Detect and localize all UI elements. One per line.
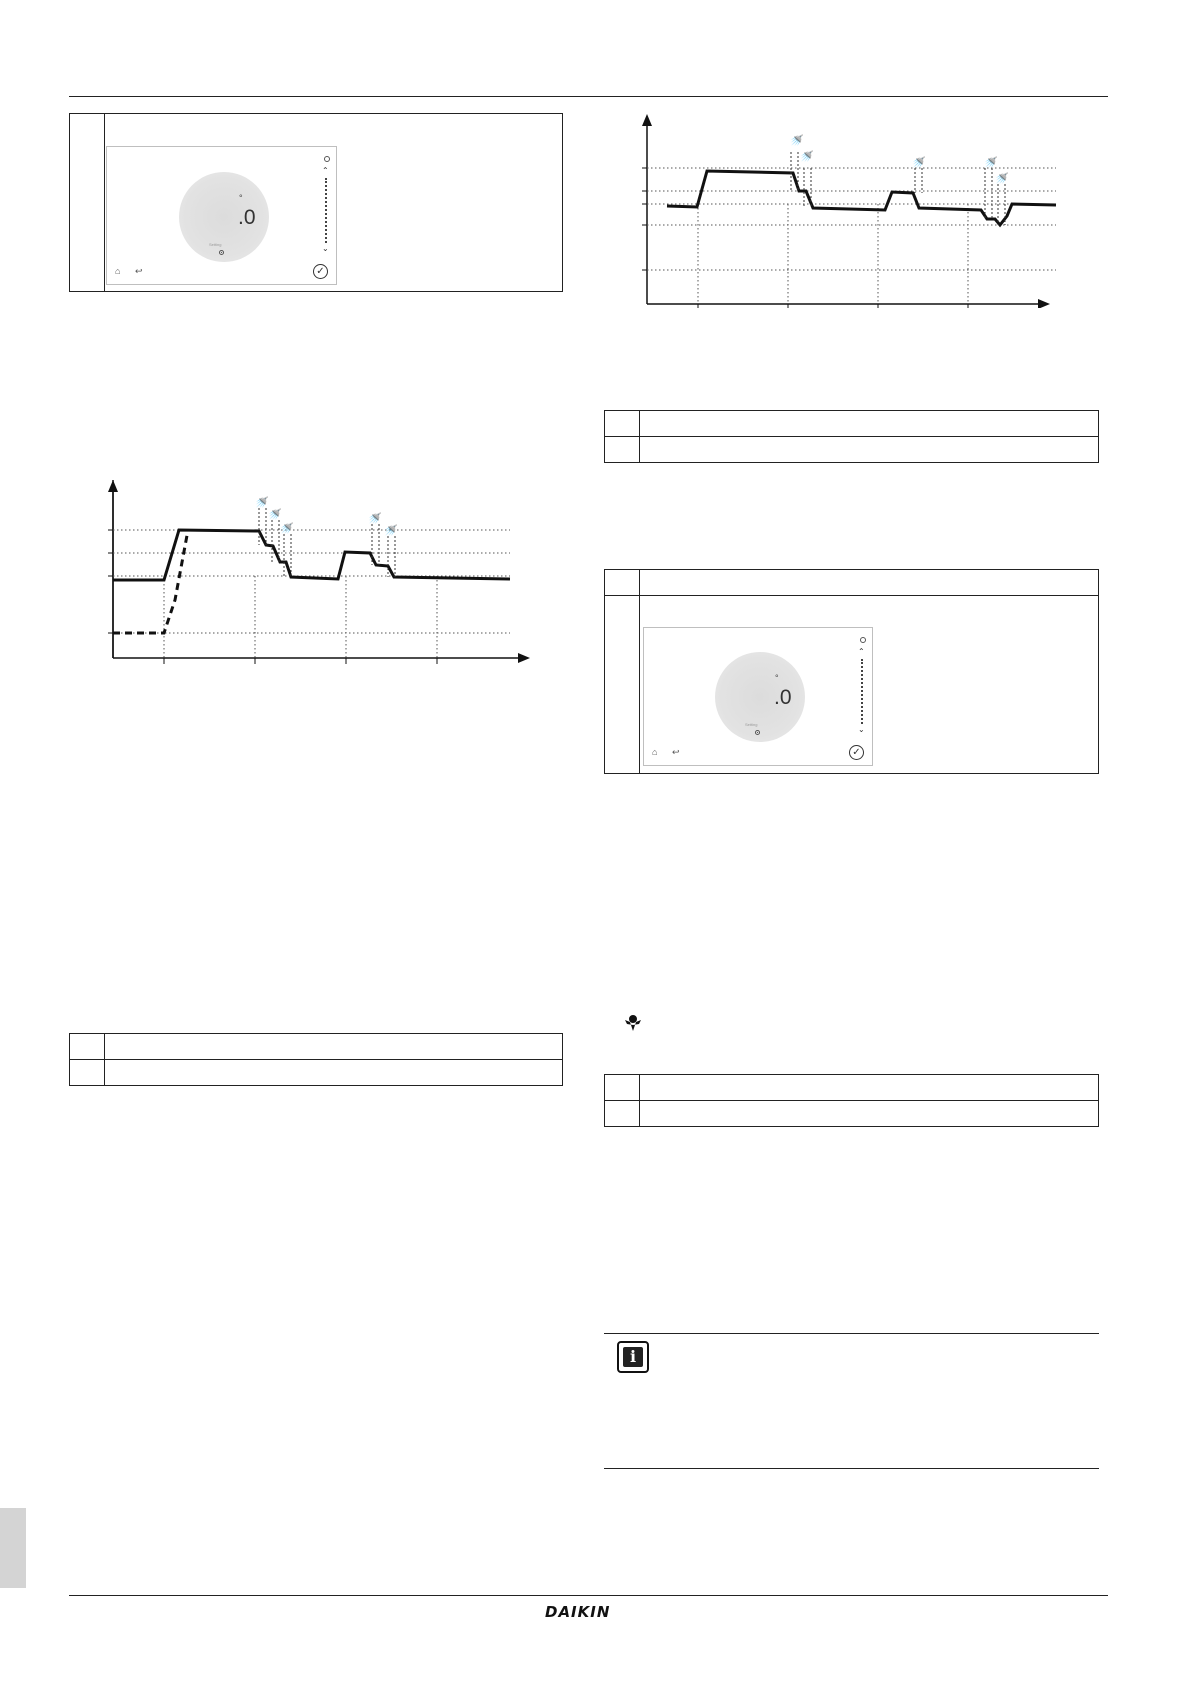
gridlines-v — [164, 576, 437, 658]
x-axis-arrow — [518, 653, 530, 663]
shower-icon: 🚿 — [255, 496, 269, 509]
header-rule — [69, 96, 1108, 97]
information-icon[interactable] — [324, 156, 330, 162]
solid-profile-line — [113, 530, 510, 580]
shower-icon: 🚿 — [995, 172, 1009, 185]
daikin-logo: DAIKIN — [545, 1603, 611, 1621]
legend-table-right-2-col-divider — [639, 1074, 640, 1127]
legend-table-left-col-divider — [104, 1033, 105, 1086]
shower-icon: 🚿 — [912, 156, 926, 169]
back-icon[interactable]: ↩ — [672, 747, 680, 757]
information-icon[interactable] — [860, 637, 866, 643]
controller-screen-2 — [643, 627, 873, 766]
footer-rule — [69, 1595, 1108, 1596]
information-icon: i — [617, 1341, 649, 1373]
degree-symbol: ° — [239, 193, 243, 203]
shower-icon: 🚿 — [790, 134, 804, 147]
note-bottom-rule — [604, 1468, 1099, 1469]
shower-icon: 🚿 — [280, 522, 294, 535]
legend-table-right-2-row-divider — [604, 1100, 1099, 1101]
dial-caption: Setting — [745, 722, 758, 727]
shower-markers — [791, 152, 1005, 225]
legend-table-right-1-col-divider — [639, 410, 640, 463]
x-axis-arrow — [1038, 299, 1050, 308]
chevron-up-icon[interactable]: ⌃ — [858, 647, 865, 656]
home-icon[interactable]: ⌂ — [115, 266, 121, 276]
degree-symbol: ° — [775, 673, 779, 683]
legend-table-right-1-row-divider — [604, 436, 1099, 437]
controller-screen-1 — [106, 146, 337, 285]
shower-icon: 🚿 — [268, 508, 282, 521]
y-axis-arrow — [108, 480, 118, 492]
expert-icon — [622, 1013, 644, 1036]
chevron-up-icon[interactable]: ⌃ — [322, 166, 329, 175]
check-icon[interactable]: ✓ — [849, 745, 864, 760]
screen-table-2-col-divider — [639, 569, 640, 774]
back-icon[interactable]: ↩ — [135, 266, 143, 276]
shower-icon: 🚿 — [384, 524, 398, 537]
side-tab — [0, 1508, 26, 1588]
dial-caption: Setting — [209, 242, 222, 247]
setpoint-value: .0 — [238, 206, 256, 229]
gridlines-v — [698, 204, 968, 304]
gridlines-h — [113, 530, 510, 633]
shower-icon: 🚿 — [984, 156, 998, 169]
note-top-rule — [604, 1333, 1099, 1334]
check-icon[interactable]: ✓ — [313, 264, 328, 279]
shower-icon: 🚿 — [368, 512, 382, 525]
legend-table-left-row-divider — [69, 1059, 563, 1060]
dial-indicator — [219, 250, 224, 255]
y-axis-arrow — [642, 114, 652, 126]
temperature-profile-chart-2 — [640, 108, 1060, 308]
shower-icon: 🚿 — [800, 150, 814, 163]
temperature-profile-chart-1 — [100, 480, 540, 680]
home-icon[interactable]: ⌂ — [652, 747, 658, 757]
dial-indicator — [755, 730, 760, 735]
screen-table-1-divider — [104, 113, 105, 292]
setpoint-value: .0 — [774, 686, 792, 709]
screen-table-2-row-divider — [604, 595, 1099, 596]
setpoint-scale[interactable] — [325, 178, 327, 243]
chevron-down-icon[interactable]: ⌄ — [858, 725, 865, 734]
chevron-down-icon[interactable]: ⌄ — [322, 244, 329, 253]
setpoint-scale[interactable] — [861, 659, 863, 724]
